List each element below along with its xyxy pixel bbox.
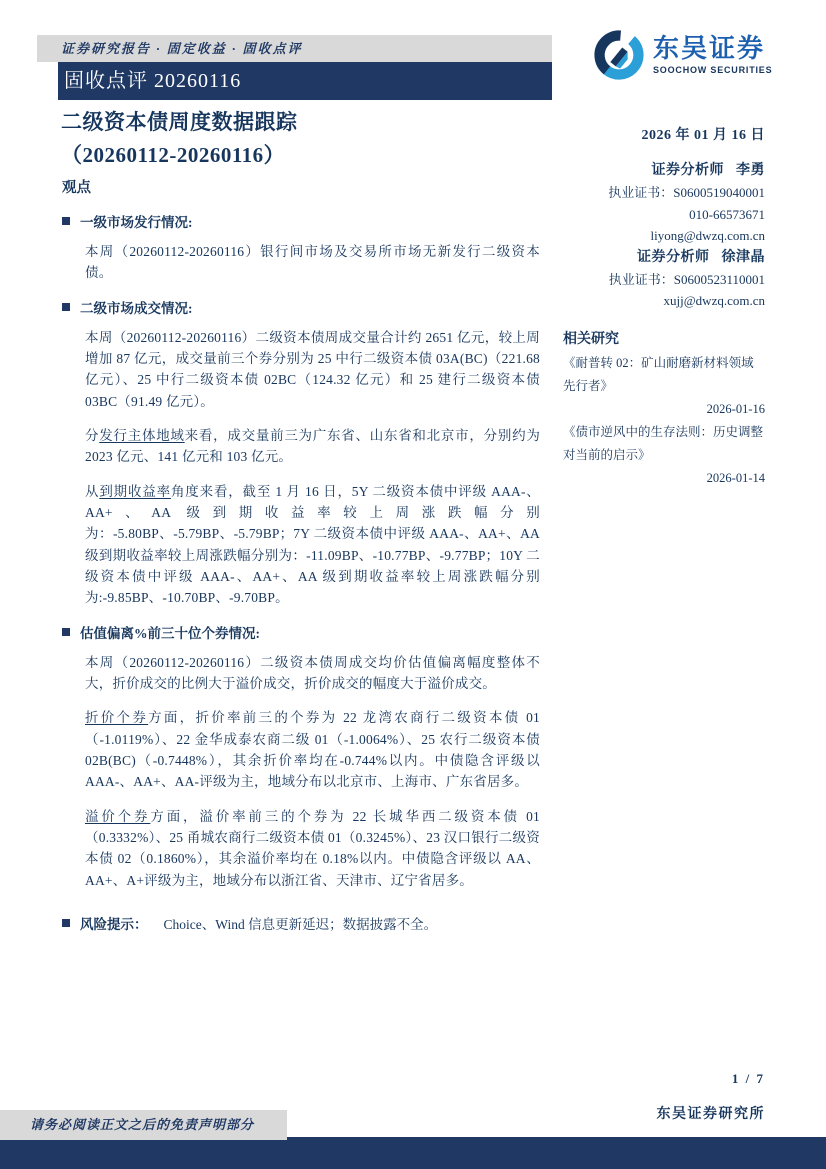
section-heading-text: 一级市场发行情况: xyxy=(80,215,193,230)
bullet-square-icon xyxy=(62,919,70,927)
related-item-title: 《耐普转 02：矿山耐磨新材料领域先行者》 xyxy=(563,355,754,393)
paragraph xyxy=(85,481,540,609)
brand-name-en: SOOCHOW SECURITIES xyxy=(653,64,773,75)
soochow-logo-icon xyxy=(592,28,646,82)
related-item-date: 2026-01-16 xyxy=(706,401,765,416)
underlined-lead: 溢价个券 xyxy=(85,808,151,824)
paragraph-text: 方面，折价率前三的个券为 22 龙湾农商行二级资本债 01（-1.0119%）、22 金华成泰农商二级 01（-1.0064%）、25 农行二级资本债 02B(BC)（-0.7448%），其余折价率均在-0.744%以内。中债隐含评级以 AAA-、AA+、AA-评级为主，地域分布以北京市、上海市、广东省居多。 xyxy=(85,710,540,790)
section-secondary-market xyxy=(62,297,540,609)
section-heading xyxy=(62,211,540,231)
bullet-square-icon xyxy=(62,628,70,636)
analyst-phone: 010-66573671 xyxy=(689,206,765,222)
page-indicator: 1 / 7 xyxy=(731,1071,765,1086)
analyst-role-line xyxy=(563,160,765,182)
viewpoint-heading: 观点 xyxy=(62,180,91,196)
related-research-title: 相关研究 xyxy=(563,331,619,347)
cert-label: 执业证书： xyxy=(608,185,674,200)
cert-number: S0600523110001 xyxy=(673,271,765,287)
sidebar-meta-column xyxy=(563,124,765,490)
analyst-name: 李勇 xyxy=(736,163,765,178)
brand-name-cn: 东吴证券 xyxy=(653,33,766,64)
paragraph xyxy=(85,806,540,891)
analyst-email: liyong@dwzq.com.cn xyxy=(650,228,765,243)
section-heading xyxy=(62,297,540,317)
brand-block xyxy=(592,28,772,82)
footer-bar xyxy=(0,1137,826,1169)
analyst-role-line xyxy=(563,247,765,269)
bullet-square-icon xyxy=(62,303,70,311)
analyst-role: 证券分析师 xyxy=(651,163,724,178)
paragraph xyxy=(85,425,540,468)
bullet-square-icon xyxy=(62,217,70,225)
analyst-cert-line xyxy=(563,182,765,204)
cert-number: S0600519040001 xyxy=(673,185,765,200)
section-primary-market xyxy=(62,211,540,284)
paragraph xyxy=(85,241,540,284)
paragraph-prefix: 分 xyxy=(85,427,100,443)
paragraph-prefix: 从 xyxy=(85,483,100,499)
related-research-item xyxy=(563,352,765,421)
underlined-lead: 折价个券 xyxy=(85,710,149,726)
section-heading-text: 二级市场成交情况: xyxy=(80,300,193,316)
paragraph xyxy=(85,707,540,792)
paragraph-text: 本周（20260112-20260116）二级资本债周成交量合计约 2651 亿元，较上周增加 87 亿元，成交量前三个券分别为 25 中行二级资本债 03A(BC)（221.68 亿元）、25 中行二级资本债 02BC（124.32 亿元）和 25 建行二级资本债 03BC（91.49 亿元）。 xyxy=(85,329,540,409)
paragraph-text: 方面，溢价率前三的个券为 22 长城华西二级资本债 01（0.3332%）、25 甬城农商行二级资本债 01（0.3245%）、23 汉口银行二级资本债 02（0.1860%），其余溢价率均在 0.18%以内。中债隐含评级以 AA、AA+、A+评级为主，地域分布以浙江省、天津市、辽宁省居多。 xyxy=(85,808,540,888)
section-heading-text: 估值偏离%前三十位个券情况: xyxy=(80,625,260,641)
related-item-date: 2026-01-14 xyxy=(706,470,765,485)
underlined-lead: 到期收益率 xyxy=(99,483,171,499)
cert-label: 执业证书： xyxy=(608,271,674,287)
analyst-email: xujj@dwzq.com.cn xyxy=(663,293,765,308)
related-item-title: 《债市逆风中的生存法则：历史调整对当前的启示》 xyxy=(563,424,764,462)
paragraph xyxy=(85,327,540,412)
disclaimer-notice: 请务必阅读正文之后的免责声明部分 xyxy=(0,1110,287,1140)
report-banner xyxy=(58,62,552,100)
report-title-line1: 二级资本债周度数据跟踪 xyxy=(61,110,298,134)
section-heading xyxy=(62,913,540,933)
analyst-name: 徐津晶 xyxy=(721,249,765,265)
underlined-lead: 发行主体地域 xyxy=(99,427,185,443)
paragraph-text: 本周（20260112-20260116）二级资本债周成交均价估值偏离幅度整体不大，折价成交的比例大于溢价成交，折价成交的幅度大于溢价成交。 xyxy=(85,654,540,691)
paragraph-text: 角度来看，截至 1 月 16 日，5Y 二级资本债中评级 AAA-、AA+、AA 级到期收益率较上周涨跌幅分别为：-5.80BP、-5.79BP、-5.79BP；7Y 二级资本债中评级 AAA-、AA+、AA 级到期收益率较上周涨跌幅分别为：-11.09BP、-10.77BP、-9.77BP；10Y 二级资本债中评级 AAA-、AA+、AA 级到期收益率较上周涨跌幅分别为:-9.85BP、-10.70BP、-9.70BP。 xyxy=(85,483,541,606)
section-heading xyxy=(62,622,540,642)
analyst-block xyxy=(563,247,765,312)
report-title-line2: （20260112-20260116） xyxy=(61,143,286,168)
report-body xyxy=(62,176,540,943)
related-research-item xyxy=(563,421,765,490)
section-risk-warning xyxy=(62,913,540,933)
report-category-bar xyxy=(37,35,552,62)
paragraph-text: 本周（20260112-20260116）银行间市场及交易所市场无新发行二级资本债。 xyxy=(85,244,540,281)
report-banner-text: 固收点评 20260116 xyxy=(64,70,242,92)
section-valuation-deviation xyxy=(62,622,540,891)
risk-warning-text: Choice、Wind 信息更新延迟；数据披露不全。 xyxy=(163,916,438,932)
publication-date: 2026 年 01 月 16 日 xyxy=(641,128,765,143)
paragraph-text: 来看，成交量前三为广东省、山东省和北京市，分别约为 2023 亿元、141 亿元和 103 亿元。 xyxy=(85,427,541,465)
analyst-role: 证券分析师 xyxy=(637,249,710,265)
brand-text xyxy=(653,35,772,74)
section-heading-text: 风险提示： xyxy=(80,916,148,932)
research-institute-label: 东吴证券研究所 xyxy=(656,1107,765,1122)
paragraph xyxy=(85,652,540,695)
report-category-text: 证券研究报告 · 固定收益 · 固收点评 xyxy=(61,41,303,56)
related-research xyxy=(563,328,765,490)
analyst-block xyxy=(563,160,765,247)
analyst-cert-line xyxy=(563,269,765,291)
report-title xyxy=(61,106,298,172)
